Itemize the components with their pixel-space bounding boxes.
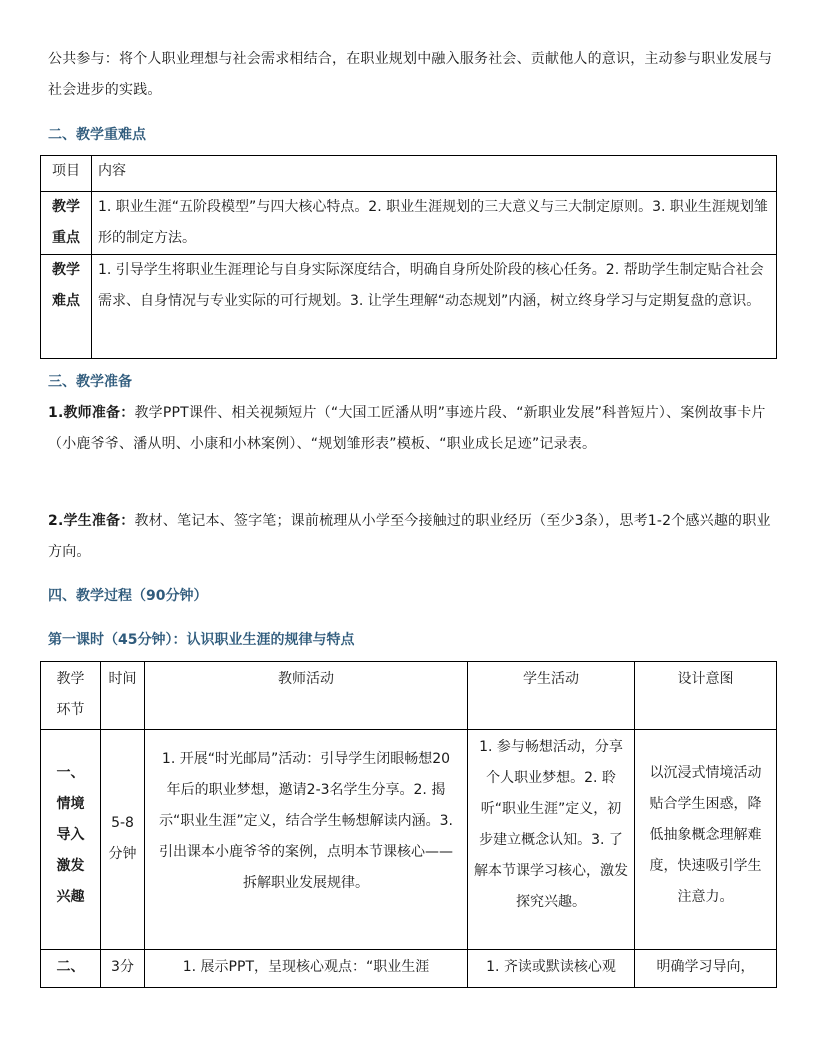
table2-header-intent: 设计意图 [635,662,777,730]
intro-paragraph: 公共参与：将个人职业理想与社会需求相结合，在职业规划中融入服务社会、贡献他人的意识，主动参与职业发展与社会进步的实践。 [48,51,773,98]
teaching-process-table [40,661,777,988]
table2-header-stage: 教学环节 [41,662,101,730]
table1-row-content: 1. 引导学生将职业生涯理论与自身实际深度结合，明确自身所处阶段的核心任务。2. 帮助学生制定贴合社会需求、自身情况与专业实际的可行规划。3. 让学生理解“动态规划”内涵，树立终身学习与定期复盘的意识。 [92,255,777,359]
teacher-preparation-label: 1.教师准备： [48,405,135,421]
table1-header-item: 项目 [41,156,92,192]
student-preparation-label: 2.学生准备： [48,513,135,529]
table1-row-label: 教学重点 [41,192,92,255]
section-4-heading: 四、教学过程（90分钟） [48,588,208,604]
table1-row-label: 教学难点 [41,255,92,359]
table2-header-teacher: 教师活动 [145,662,468,730]
section-2-heading: 二、教学重难点 [48,127,146,143]
teacher-preparation [48,398,772,460]
table2-time: 5-8分钟 [101,730,145,950]
table1-header-content: 内容 [92,156,777,192]
table2-teacher-activity: 1. 开展“时光邮局”活动：引导学生闭眼畅想20年后的职业梦想，邀请2-3名学生分享。2. 揭示“职业生涯”定义，结合学生畅想解读内涵。3. 引出课本小鹿爷爷的案例，点明本节课核心——拆解职业发展规律。 [145,730,468,950]
table1-row-content: 1. 职业生涯“五阶段模型”与四大核心特点。2. 职业生涯规划的三大意义与三大制定原则。3. 职业生涯规划雏形的制定方法。 [92,192,777,255]
table2-teacher-activity: 1. 展示PPT，呈现核心观点：“职业生涯 [145,950,468,988]
table2-student-activity: 1. 齐读或默读核心观 [468,950,635,988]
section-3-heading: 三、教学准备 [48,374,132,390]
key-difficult-points-table [40,155,777,359]
table2-stage: 二、 [41,950,101,988]
lesson-1-heading: 第一课时（45分钟）：认识职业生涯的规律与特点 [48,632,355,648]
teacher-preparation-text: 教学PPT课件、相关视频短片（“大国工匠潘从明”事迹片段、“新职业发展”科普短片）、案例故事卡片（小鹿爷爷、潘从明、小康和小林案例）、“规划雏形表”模板、“职业成长足迹”记录表。 [48,405,766,452]
table2-header-student: 学生活动 [468,662,635,730]
table2-header-time: 时间 [101,662,145,730]
table2-design-intent: 明确学习导向， [635,950,777,988]
student-preparation-text: 教材、笔记本、签字笔；课前梳理从小学至今接触过的职业经历（至少3条），思考1-2个感兴趣的职业方向。 [48,513,771,560]
table2-stage: 一、情境导入激发兴趣 [41,730,101,950]
student-preparation [48,506,772,568]
table2-student-activity: 1. 参与畅想活动，分享个人职业梦想。2. 聆听“职业生涯”定义，初步建立概念认知。3. 了解本节课学习核心，激发探究兴趣。 [468,730,635,950]
table2-time: 3分 [101,950,145,988]
table2-design-intent: 以沉浸式情境活动贴合学生困惑，降低抽象概念理解难度，快速吸引学生注意力。 [635,730,777,950]
